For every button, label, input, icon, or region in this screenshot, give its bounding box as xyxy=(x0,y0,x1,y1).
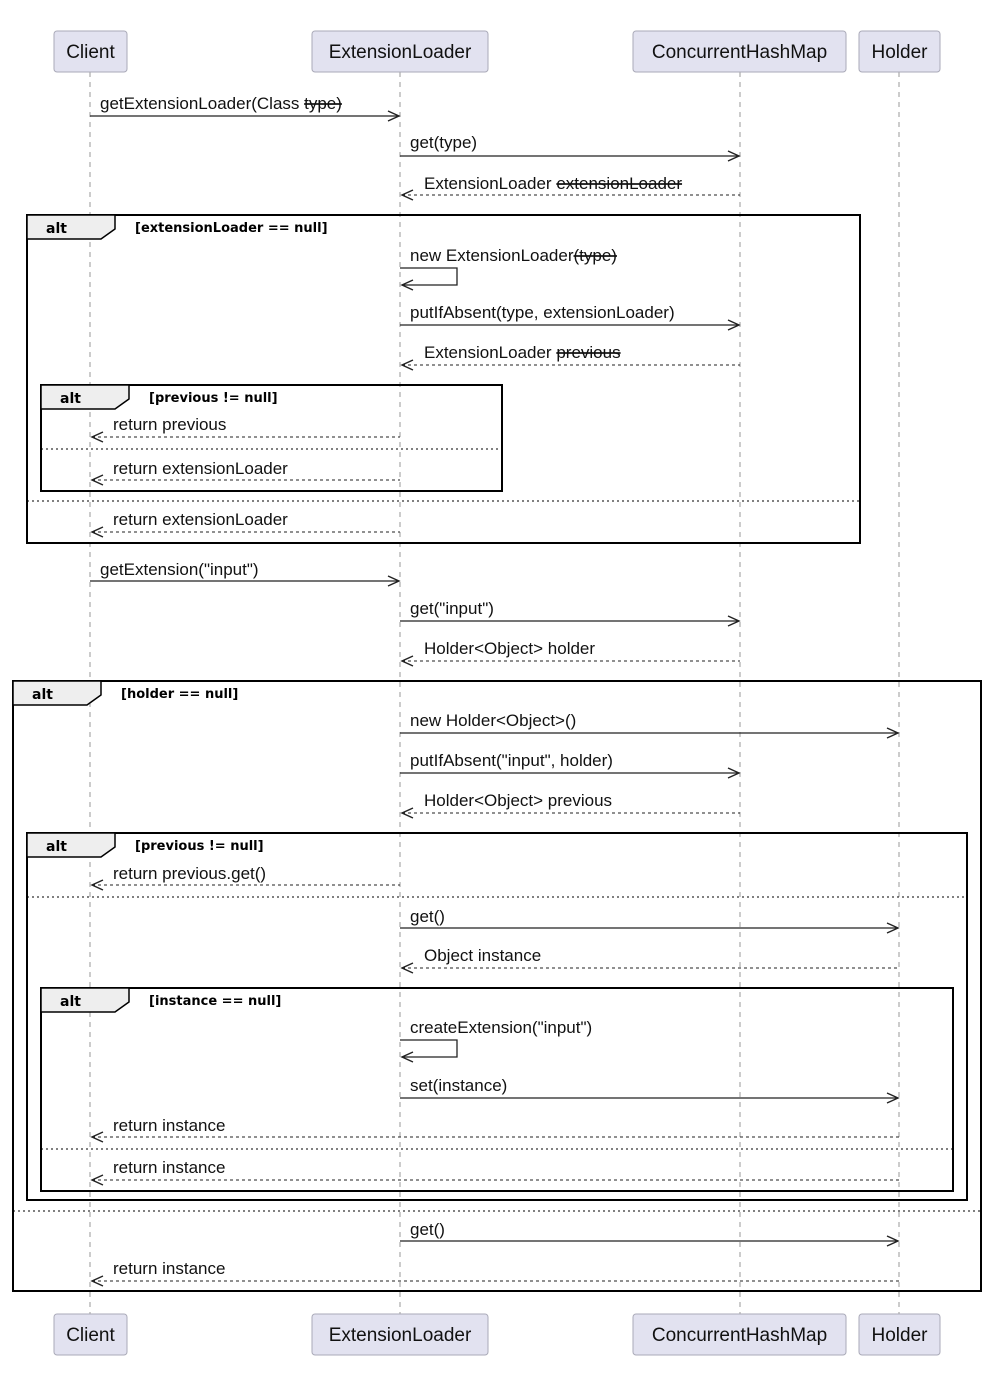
fragment-label: alt xyxy=(60,994,81,1010)
svg-text:new ExtensionLoader(type) xyxy=(410,246,617,265)
message-label: return previous.get() xyxy=(113,864,267,883)
message-label: putIfAbsent(type, extensionLoader) xyxy=(410,303,675,322)
fragment-label: alt xyxy=(46,839,67,855)
message-return-holder xyxy=(402,639,740,666)
participant-client-bottom xyxy=(54,1314,127,1355)
message-return-extension-loader-outer xyxy=(92,510,400,537)
participant-label: Client xyxy=(66,1325,115,1346)
svg-text:ExtensionLoader previous xyxy=(424,343,621,362)
participant-label: Holder xyxy=(871,1325,928,1346)
message-return-instance-2 xyxy=(92,1158,899,1185)
message-new-extension-loader xyxy=(400,246,617,290)
message-set-instance xyxy=(400,1076,898,1103)
message-return-object-instance xyxy=(402,946,899,973)
message-return-previous-get xyxy=(92,864,400,890)
message-label: new Holder<Object>() xyxy=(410,711,577,730)
message-label: return instance xyxy=(113,1259,226,1278)
message-get-extension-loader xyxy=(90,94,399,121)
message-label-struck: (type) xyxy=(573,246,617,265)
fragment-condition: [extensionLoader == null] xyxy=(135,221,328,236)
message-label: get("input") xyxy=(410,599,494,618)
participant-holder-top xyxy=(859,31,940,72)
fragment-condition: [instance == null] xyxy=(149,994,282,1009)
message-label: return instance xyxy=(113,1116,226,1135)
message-label-struck: previous xyxy=(556,343,621,362)
alt-fragment-previous-not-null-2 xyxy=(27,833,967,1200)
fragment-label: alt xyxy=(46,221,67,237)
message-label: getExtensionLoader(Class xyxy=(100,94,305,113)
message-put-if-absent-type xyxy=(400,303,739,330)
message-label: Object instance xyxy=(424,946,542,965)
fragment-label: alt xyxy=(32,687,53,703)
message-return-extension-loader-inner xyxy=(92,459,400,485)
message-label: return previous xyxy=(113,415,227,434)
message-return-instance-1 xyxy=(92,1116,899,1142)
message-label: get() xyxy=(410,907,445,926)
fragment-condition: [holder == null] xyxy=(121,687,239,702)
message-get-type xyxy=(400,133,739,161)
participant-label: ExtensionLoader xyxy=(328,1325,472,1346)
message-get-extension xyxy=(90,560,399,586)
participant-label: ExtensionLoader xyxy=(328,42,472,63)
message-holder-get-else xyxy=(400,1220,898,1246)
message-get-input xyxy=(400,599,739,626)
message-label: set(instance) xyxy=(410,1076,508,1095)
participant-extensionloader-bottom xyxy=(312,1314,488,1355)
message-label: getExtension("input") xyxy=(100,560,259,579)
message-label: new ExtensionLoader xyxy=(410,246,574,265)
message-create-extension xyxy=(400,1018,592,1062)
participant-client-top xyxy=(54,31,127,72)
message-holder-get xyxy=(400,907,898,933)
participant-concurrenthashmap-bottom xyxy=(633,1314,846,1355)
message-return-instance-3 xyxy=(92,1259,899,1286)
svg-text:getExtensionLoader(Class type) xyxy=(100,94,342,113)
message-label: return extensionLoader xyxy=(113,459,288,478)
message-new-holder xyxy=(400,711,898,738)
fragment-condition: [previous != null] xyxy=(149,391,278,406)
message-return-extension-loader xyxy=(402,174,740,200)
message-label: ExtensionLoader xyxy=(424,174,557,193)
participant-extensionloader-top xyxy=(312,31,488,72)
message-return-previous-loader xyxy=(402,343,740,370)
message-label: Holder<Object> previous xyxy=(424,791,613,810)
fragment-label: alt xyxy=(60,391,81,407)
message-label-struck: extensionLoader xyxy=(556,174,683,193)
message-label: putIfAbsent("input", holder) xyxy=(410,751,613,770)
message-label: Holder<Object> holder xyxy=(424,639,596,658)
participant-label: Client xyxy=(66,42,115,63)
participant-concurrenthashmap-top xyxy=(633,31,846,72)
message-label: return instance xyxy=(113,1158,226,1177)
message-put-if-absent-input xyxy=(400,751,739,778)
message-label: ExtensionLoader xyxy=(424,343,557,362)
participant-label: Holder xyxy=(871,42,928,63)
message-label: get() xyxy=(410,1220,445,1239)
message-label: createExtension("input") xyxy=(410,1018,593,1037)
participant-holder-bottom xyxy=(859,1314,940,1355)
participant-label: ConcurrentHashMap xyxy=(651,42,828,63)
participant-label: ConcurrentHashMap xyxy=(651,1325,828,1346)
message-return-holder-previous xyxy=(402,791,740,818)
message-return-previous xyxy=(92,415,400,442)
message-label: return extensionLoader xyxy=(113,510,288,529)
fragment-condition: [previous != null] xyxy=(135,839,264,854)
message-label: get(type) xyxy=(410,133,478,152)
svg-text:ExtensionLoader extensionLoade xyxy=(424,174,682,193)
message-label-struck: type) xyxy=(304,94,342,113)
